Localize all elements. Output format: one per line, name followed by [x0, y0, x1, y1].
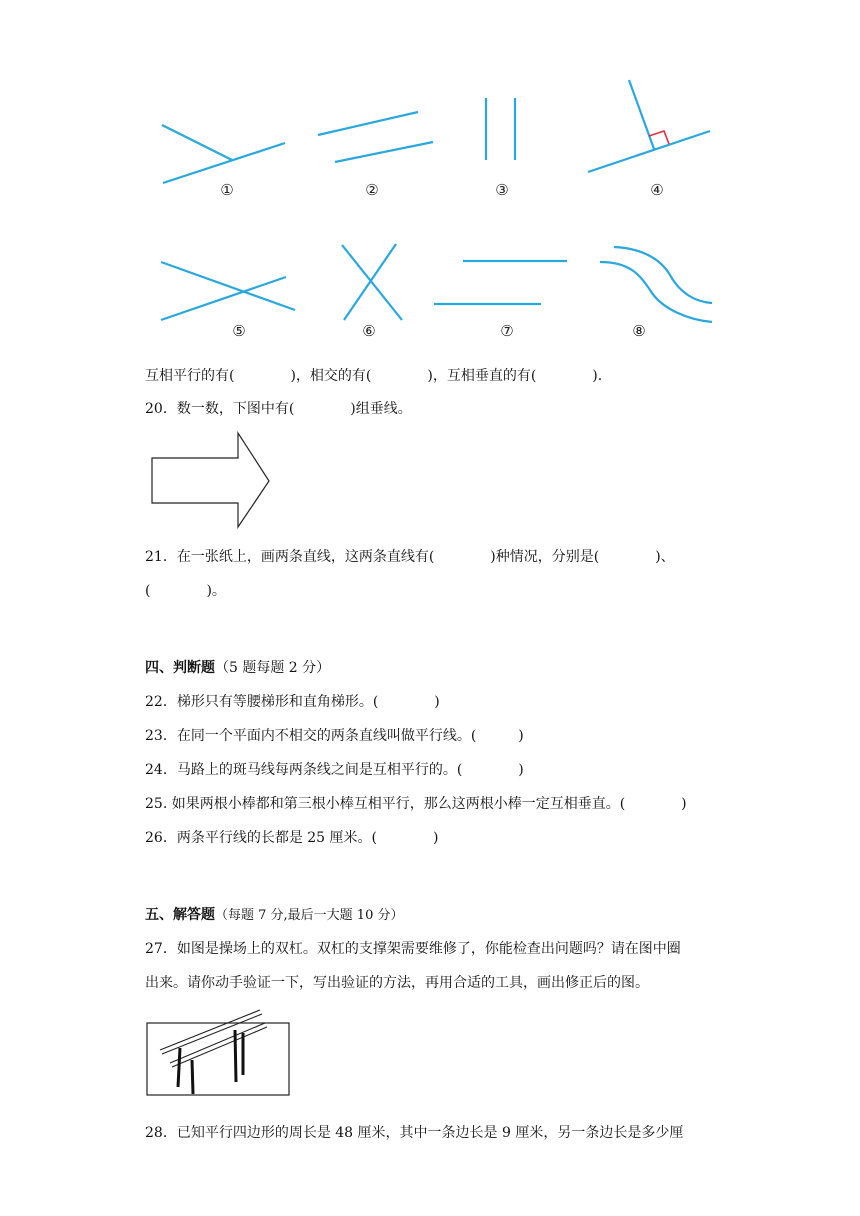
question-27-line2: 出来。请你动手验证一下，写出验证的方法，再用合适的工具，画出修正后的图。 — [145, 975, 649, 991]
section-4-note: （5 题每题 2 分） — [215, 660, 331, 676]
figure-label-7: ⑦ — [500, 322, 514, 340]
question-23: 23．在同一个平面内不相交的两条直线叫做平行线。( ) — [145, 728, 524, 744]
question-22: 22．梯形只有等腰梯形和直角梯形。( ) — [145, 694, 440, 710]
figure-label-5: ⑤ — [232, 322, 246, 340]
figure-label-8: ⑧ — [632, 322, 646, 340]
question-21-line1: 21．在一张纸上，画两条直线，这两条直线有( )种情况，分别是( )、 — [145, 549, 675, 565]
question-21-line2: ( )。 — [145, 583, 226, 599]
figure-label-2: ② — [365, 181, 379, 199]
question-26: 26．两条平行线的长都是 25 厘米。( ) — [145, 830, 439, 846]
figure-label-3: ③ — [495, 181, 509, 199]
question-24: 24．马路上的斑马线每两条线之间是互相平行的。( ) — [145, 762, 524, 778]
question-25: 25. 如果两根小棒都和第三根小棒互相平行，那么这两根小棒一定互相垂直。( ) — [145, 796, 687, 812]
q19-answer-line: 互相平行的有( )，相交的有( )，互相垂直的有( ). — [145, 368, 603, 384]
section-4-title: 四、判断题 — [145, 660, 215, 676]
figure-label-6: ⑥ — [362, 322, 376, 340]
question-27-line1: 27．如图是操场上的双杠。双杠的支撑架需要维修了，你能检查出问题吗？请在图中圈 — [145, 941, 681, 957]
figure-label-1: ① — [220, 181, 234, 199]
section-5-title: 五、解答题 — [145, 907, 215, 923]
question-20: 20．数一数，下图中有( )组垂线。 — [145, 401, 412, 417]
question-28: 28．已知平行四边形的周长是 48 厘米，其中一条边长是 9 厘米，另一条边长是多少厘 — [145, 1125, 684, 1141]
figure-label-4: ④ — [650, 181, 664, 199]
section-5-note: （每题 7 分,最后一大题 10 分） — [215, 908, 404, 923]
